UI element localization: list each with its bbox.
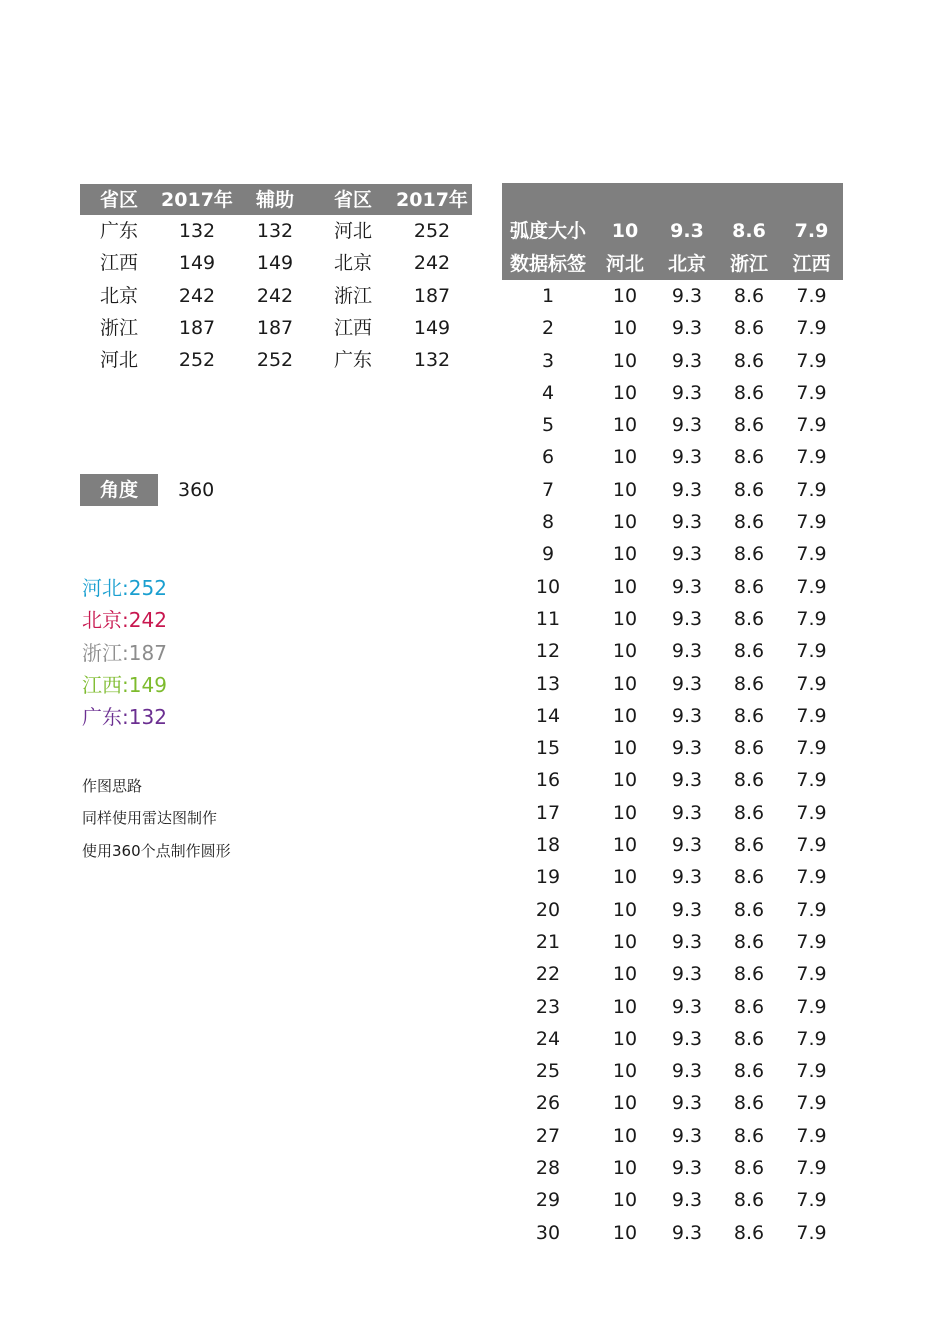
province-row — [80, 215, 472, 247]
arc-row-value: 8.6 — [733, 640, 765, 663]
arc-row — [502, 312, 843, 344]
legend-name: 北京 — [82, 608, 122, 633]
arc-row-value: 9.3 — [671, 1092, 703, 1115]
arc-row-value: 8.6 — [733, 575, 765, 598]
province-cell: 242 — [413, 252, 451, 275]
arc-row — [502, 894, 843, 926]
legend-name: 浙江 — [82, 640, 122, 665]
arc-row-value: 9.3 — [671, 704, 703, 727]
arc-row-index: 7 — [541, 478, 555, 501]
arc-row-index: 12 — [535, 640, 561, 663]
arc-row-value: 9.3 — [671, 1124, 703, 1147]
arc-row-value: 9.3 — [671, 1027, 703, 1050]
arc-row-index: 28 — [535, 1157, 561, 1180]
header-helper: 辅助 — [255, 189, 294, 211]
arc-row-value: 10 — [612, 672, 638, 695]
arc-row-value: 8.6 — [733, 349, 765, 372]
arc-row-index: 1 — [541, 285, 555, 307]
arc-row-value: 10 — [612, 834, 638, 857]
arc-row-value: 10 — [612, 349, 638, 372]
arc-row-value: 7.9 — [796, 704, 827, 727]
legend-sep: : — [122, 705, 129, 730]
arc-row — [502, 635, 843, 667]
arc-row-value: 7.9 — [796, 349, 827, 372]
province-cell: 252 — [178, 349, 216, 372]
data-label-3 — [82, 637, 167, 669]
arc-row — [502, 1087, 843, 1119]
arc-row-index: 5 — [541, 414, 555, 437]
province-cell: 187 — [256, 316, 294, 339]
arc-row-value: 10 — [612, 381, 638, 404]
arc-row-value: 9.3 — [671, 930, 703, 953]
arc-row-value: 9.3 — [671, 769, 703, 792]
arc-row-value: 7.9 — [796, 995, 827, 1018]
arc-row-value: 8.6 — [733, 930, 765, 953]
arc-row-index: 3 — [541, 349, 555, 372]
province-row — [80, 312, 472, 344]
arc-row-value: 9.3 — [671, 414, 703, 437]
arc-row — [502, 1184, 843, 1216]
header-2017-sorted: 2017年 — [396, 189, 468, 211]
legend-sep: : — [122, 576, 129, 600]
arc-row-index: 15 — [535, 737, 561, 760]
arc-row — [502, 409, 843, 441]
arc-row-value: 10 — [612, 1092, 638, 1115]
arc-row-value: 9.3 — [671, 737, 703, 760]
arc-row-value: 9.3 — [671, 1157, 703, 1180]
arc-row — [502, 861, 843, 893]
province-table-header — [80, 184, 472, 215]
arc-row-value: 8.6 — [733, 381, 765, 404]
province-cell: 广东 — [333, 349, 372, 372]
arc-row-value: 8.6 — [733, 898, 765, 921]
arc-row-value: 9.3 — [671, 607, 703, 630]
arc-row-value: 7.9 — [796, 317, 827, 340]
arc-row-value: 9.3 — [671, 898, 703, 921]
arc-row-value: 7.9 — [796, 866, 827, 889]
data-label-label: 数据标签 — [509, 253, 586, 275]
arc-row-value: 8.6 — [733, 607, 765, 630]
arc-row-index: 11 — [535, 607, 561, 630]
arc-row-value: 7.9 — [796, 446, 827, 469]
arc-size-value: 8.6 — [732, 220, 766, 242]
header-province: 省区 — [99, 189, 138, 211]
arc-row — [502, 1055, 843, 1087]
arc-row — [502, 603, 843, 635]
arc-row-value: 8.6 — [733, 704, 765, 727]
legend-sep: : — [122, 640, 129, 665]
arc-row-value: 7.9 — [796, 1221, 827, 1244]
arc-row-index: 18 — [535, 834, 561, 857]
data-label-5 — [82, 701, 167, 733]
arc-row-value: 8.6 — [733, 1157, 765, 1180]
arc-row-value: 8.6 — [733, 769, 765, 792]
province-cell: 浙江 — [99, 316, 138, 339]
arc-row-value: 8.6 — [733, 737, 765, 760]
arc-row-value: 9.3 — [671, 575, 703, 598]
arc-row-value: 7.9 — [796, 1157, 827, 1180]
arc-size-value: 7.9 — [794, 220, 829, 242]
arc-row-value: 7.9 — [796, 511, 827, 534]
arc-row-value: 7.9 — [796, 737, 827, 760]
arc-row-value: 7.9 — [796, 801, 827, 824]
arc-row — [502, 797, 843, 829]
legend-value: 242 — [128, 608, 167, 633]
arc-row-value: 8.6 — [733, 446, 765, 469]
arc-row — [502, 732, 843, 764]
arc-row-value: 8.6 — [733, 801, 765, 824]
arc-row-value: 8.6 — [733, 1221, 765, 1244]
arc-row-value: 9.3 — [671, 1189, 703, 1212]
arc-row-value: 10 — [612, 801, 638, 824]
arc-row-value: 9.3 — [671, 672, 703, 695]
legend-sep: : — [122, 608, 129, 633]
arc-row-value: 9.3 — [671, 834, 703, 857]
arc-row-value: 7.9 — [796, 963, 827, 986]
arc-row-value: 10 — [612, 1027, 638, 1050]
arc-row-value: 9.3 — [671, 640, 703, 663]
arc-row-value: 8.6 — [733, 511, 765, 534]
arc-row-value: 9.3 — [671, 543, 703, 566]
arc-row-index: 2 — [541, 317, 555, 340]
arc-row-value: 10 — [612, 866, 638, 889]
arc-row-value: 10 — [612, 704, 638, 727]
arc-row-value: 10 — [612, 575, 638, 598]
province-cell: 河北 — [333, 220, 372, 242]
arc-row-value: 8.6 — [733, 414, 765, 437]
arc-row-value: 7.9 — [796, 672, 827, 695]
note-title: 作图思路 — [82, 777, 143, 795]
arc-row-value: 9.3 — [671, 511, 703, 534]
arc-row-value: 10 — [612, 1157, 638, 1180]
province-cell: 149 — [178, 252, 216, 275]
arc-row-value: 9.3 — [671, 478, 703, 501]
arc-row — [502, 538, 843, 570]
arc-row-index: 17 — [535, 801, 561, 824]
arc-row-index: 25 — [535, 1060, 561, 1083]
data-label-value: 浙江 — [729, 253, 768, 275]
angle-label: 角度 — [80, 474, 158, 506]
arc-row-value: 7.9 — [796, 1060, 827, 1083]
arc-row-value: 8.6 — [733, 1060, 765, 1083]
arc-row-index: 9 — [541, 543, 555, 566]
arc-row-value: 10 — [612, 1189, 638, 1212]
arc-row-index: 10 — [535, 575, 561, 598]
arc-row-value: 7.9 — [796, 1189, 827, 1212]
arc-row-value: 9.3 — [671, 801, 703, 824]
arc-row — [502, 345, 843, 377]
arc-row — [502, 441, 843, 473]
province-cell: 132 — [178, 220, 216, 242]
arc-row-index: 19 — [535, 866, 561, 889]
arc-row-value: 10 — [612, 769, 638, 792]
note-line: 使用360个点制作圆形 — [82, 841, 231, 860]
header-2017: 2017年 — [161, 189, 233, 211]
data-label-value: 江西 — [792, 253, 831, 275]
province-row — [80, 247, 472, 279]
arc-row-value: 10 — [612, 640, 638, 663]
arc-row-value: 9.3 — [671, 995, 703, 1018]
data-label-row — [502, 248, 843, 280]
arc-row-index: 26 — [535, 1092, 561, 1115]
arc-row-value: 8.6 — [733, 1189, 765, 1212]
arc-row-index: 27 — [535, 1124, 561, 1147]
province-cell: 北京 — [99, 284, 138, 307]
arc-row-value: 8.6 — [733, 672, 765, 695]
arc-size-row — [502, 215, 843, 247]
arc-row-value: 9.3 — [671, 963, 703, 986]
arc-row — [502, 668, 843, 700]
arc-row-value: 7.9 — [796, 898, 827, 921]
arc-row-value: 7.9 — [796, 769, 827, 792]
arc-row-value: 8.6 — [733, 995, 765, 1018]
arc-row-value: 9.3 — [671, 1060, 703, 1083]
arc-row-index: 20 — [535, 898, 561, 921]
province-cell: 252 — [413, 220, 451, 242]
arc-row-value: 9.3 — [671, 866, 703, 889]
arc-row-value: 10 — [612, 1221, 638, 1244]
arc-row-value: 8.6 — [733, 834, 765, 857]
legend-value: 252 — [128, 576, 167, 600]
arc-row-value: 9.3 — [671, 446, 703, 469]
arc-table-header — [502, 183, 843, 280]
arc-row-value: 7.9 — [796, 543, 827, 566]
arc-row-value: 10 — [612, 317, 638, 340]
arc-row-value: 8.6 — [733, 1027, 765, 1050]
arc-row — [502, 1120, 843, 1152]
notes — [82, 770, 231, 867]
arc-row-value: 10 — [612, 446, 638, 469]
arc-size-value: 10 — [611, 220, 639, 242]
arc-row — [502, 1217, 843, 1249]
province-cell: 河北 — [99, 349, 138, 372]
arc-row-value: 8.6 — [733, 1092, 765, 1115]
data-label-2 — [82, 604, 167, 636]
arc-row-index: 22 — [535, 963, 561, 986]
arc-row-value: 10 — [612, 543, 638, 566]
legend-name: 江西 — [82, 672, 122, 697]
data-label-value: 河北 — [605, 253, 644, 275]
arc-row — [502, 571, 843, 603]
arc-size-label: 弧度大小 — [509, 220, 586, 242]
arc-row-value: 8.6 — [733, 543, 765, 566]
arc-row — [502, 280, 843, 312]
legend-value: 132 — [128, 705, 167, 730]
arc-size-value: 9.3 — [670, 220, 704, 242]
province-cell: 北京 — [333, 252, 372, 275]
province-cell: 132 — [256, 220, 294, 242]
arc-row-value: 10 — [612, 963, 638, 986]
arc-row-value: 7.9 — [796, 834, 827, 857]
arc-row-index: 14 — [535, 704, 561, 727]
arc-row-value: 10 — [612, 478, 638, 501]
arc-row-value: 7.9 — [796, 414, 827, 437]
arc-row-value: 9.3 — [671, 349, 703, 372]
arc-row-value: 9.3 — [671, 381, 703, 404]
arc-table-body — [502, 280, 843, 1249]
province-cell: 广东 — [99, 220, 138, 242]
arc-row — [502, 991, 843, 1023]
data-label-list — [82, 572, 167, 733]
province-cell: 149 — [256, 252, 294, 275]
province-cell: 187 — [413, 284, 451, 307]
arc-row-value: 8.6 — [733, 478, 765, 501]
province-row — [80, 344, 472, 376]
arc-row-value: 7.9 — [796, 607, 827, 630]
legend-value: 149 — [128, 672, 167, 697]
arc-row-value: 9.3 — [671, 1221, 703, 1244]
arc-row-value: 7.9 — [796, 575, 827, 598]
arc-row-index: 29 — [535, 1189, 561, 1212]
arc-row-value: 8.6 — [733, 317, 765, 340]
arc-row-index: 6 — [541, 446, 555, 469]
arc-row-value: 7.9 — [796, 1027, 827, 1050]
arc-row-index: 23 — [535, 995, 561, 1018]
province-cell: 江西 — [333, 316, 372, 339]
arc-row-index: 13 — [535, 672, 561, 695]
arc-row-index: 21 — [535, 930, 561, 953]
arc-row — [502, 764, 843, 796]
arc-row-value: 8.6 — [733, 285, 765, 307]
arc-row-value: 7.9 — [796, 285, 827, 307]
province-cell: 242 — [256, 284, 294, 307]
arc-row-value: 7.9 — [796, 640, 827, 663]
province-row — [80, 280, 472, 312]
arc-row — [502, 1023, 843, 1055]
arc-row-value: 9.3 — [671, 285, 703, 307]
province-cell: 149 — [413, 316, 451, 339]
legend-value: 187 — [128, 640, 167, 665]
arc-row-index: 30 — [535, 1221, 561, 1244]
arc-row-index: 4 — [541, 381, 555, 404]
arc-row-value: 7.9 — [796, 1124, 827, 1147]
province-cell: 132 — [413, 349, 451, 372]
arc-row-value: 7.9 — [796, 1092, 827, 1115]
arc-row-value: 10 — [612, 285, 638, 307]
arc-row — [502, 474, 843, 506]
arc-row — [502, 1152, 843, 1184]
arc-row-value: 8.6 — [733, 866, 765, 889]
arc-row — [502, 700, 843, 732]
legend-sep: : — [122, 672, 129, 697]
note-line: 同样使用雷达图制作 — [82, 809, 218, 828]
data-label-value: 北京 — [667, 253, 706, 275]
province-cell: 浙江 — [333, 284, 372, 307]
arc-row-value: 10 — [612, 930, 638, 953]
arc-row-value: 10 — [612, 737, 638, 760]
arc-row — [502, 926, 843, 958]
arc-row-value: 8.6 — [733, 963, 765, 986]
data-label-4 — [82, 669, 167, 701]
arc-row-value: 7.9 — [796, 478, 827, 501]
arc-row — [502, 958, 843, 990]
arc-row — [502, 377, 843, 409]
header-province-sorted: 省区 — [333, 189, 372, 211]
arc-row-value: 10 — [612, 414, 638, 437]
arc-row-value: 7.9 — [796, 381, 827, 404]
province-cell: 187 — [178, 316, 216, 339]
province-cell: 252 — [256, 349, 294, 372]
arc-row-value: 10 — [612, 1124, 638, 1147]
arc-row-index: 24 — [535, 1027, 561, 1050]
arc-row-value: 10 — [612, 607, 638, 630]
angle-value: 360 — [178, 479, 215, 501]
arc-row-value: 7.9 — [796, 930, 827, 953]
arc-row — [502, 829, 843, 861]
data-label-1 — [82, 572, 167, 604]
arc-row-value: 10 — [612, 1060, 638, 1083]
arc-row-value: 10 — [612, 898, 638, 921]
arc-row-value: 10 — [612, 995, 638, 1018]
legend-name: 河北 — [82, 576, 122, 600]
province-cell: 242 — [178, 284, 216, 307]
arc-row-value: 8.6 — [733, 1124, 765, 1147]
arc-row-index: 8 — [541, 511, 555, 534]
arc-row-value: 10 — [612, 511, 638, 534]
arc-row — [502, 506, 843, 538]
province-cell: 江西 — [99, 252, 138, 275]
arc-row-index: 16 — [535, 769, 561, 792]
legend-name: 广东 — [82, 705, 122, 730]
arc-row-value: 9.3 — [671, 317, 703, 340]
